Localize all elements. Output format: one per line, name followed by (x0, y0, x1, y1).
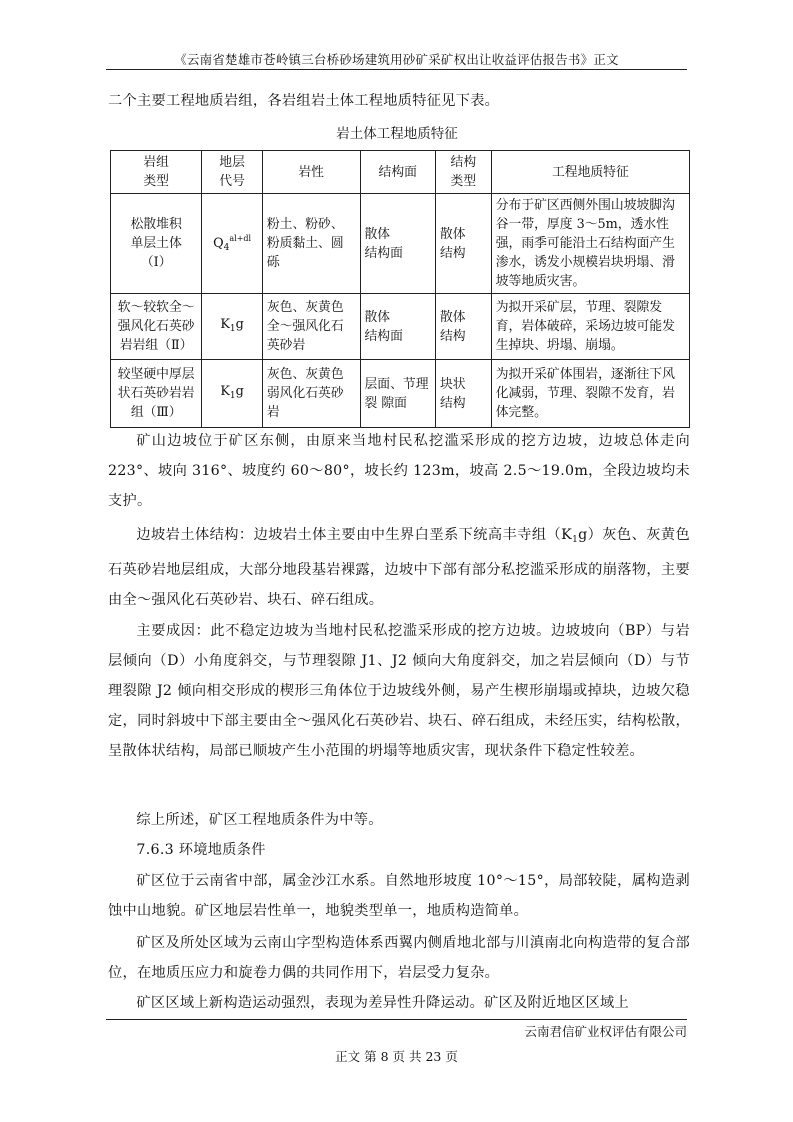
footer-divider (106, 1019, 687, 1020)
header-cell: 结构面 (360, 151, 435, 194)
code-main: K (220, 316, 230, 332)
strata-code-cell (202, 360, 262, 428)
features-cell: 为拟开采矿层，节理、裂隙发育，岩体破碎，采场边坡可能发生掉块、坍塌、崩塌。 (491, 294, 689, 360)
group-cell: 较坚硬中厚层状石英砂岩岩组（Ⅲ） (111, 360, 202, 428)
features-cell: 为拟开采矿体围岩，逐渐往下风化减弱，节理、裂隙不发育，岩体完整。 (491, 360, 689, 428)
header-cell: 工程地质特征 (491, 151, 689, 194)
page-number: 正文 第 8 页 共 23 页 (335, 1049, 458, 1064)
strata-code-cell (202, 294, 262, 360)
structure-text-b: g）灰色、灰黄色石英砂岩地层组成，大部分地段基岩裸露，边坡中下部有部分私挖滥采形成的崩落物，主要由全～强风化石英砂岩、块石、碎石组成。 (108, 527, 691, 608)
cause-paragraph: 主要成因：此不稳定边坡为当地村民私挖滥采形成的挖方边坡。边坡坡向（BP）与岩层倾向（D）小角度斜交，与节理裂隙 J1、J2 倾向大角度斜交，加之岩层倾向（D）与节理裂隙 J2 倾向相交形成的楔形三角体位于边坡线外侧，易产生楔形崩塌或掉块，边坡欠稳定，同时斜坡中下部主要由全～强风化石英砂岩、块石、碎石组成，未经压实，结构松散，呈散体状结构，局部已顺坡产生小范围的坍塌等地质灾害，现状条件下稳定性较差。 (108, 623, 690, 759)
code-sup: al+dl (229, 234, 252, 243)
header-cell: 岩组 类型 (111, 151, 202, 194)
conclusion-paragraph: 综上所述，矿区工程地质条件为中等。 (136, 812, 383, 828)
table-row (111, 194, 690, 294)
code-sub: 1 (229, 390, 236, 401)
structure-type-cell: 块状 结构 (435, 360, 491, 428)
structure-text-a: 边坡岩土体结构：边坡岩土体主要由中生界白垩系下统高丰寺组（K (136, 527, 573, 543)
environment-paragraph: 矿区位于云南省中部，属金沙江水系。自然地形坡度 10°～15°，局部较陡，属构造剥蚀中山地貌。矿区地层岩性单一，地貌类型单一，地质构造简单。 (108, 873, 690, 919)
table-caption: 岩土体工程地质特征 (336, 126, 458, 142)
structure-plane-cell: 层面、节理 裂 隙面 (360, 360, 435, 428)
structure-plane-cell: 散体 结构面 (360, 194, 435, 294)
structure-text-sub: 1 (572, 535, 579, 545)
group-cell: 软～较软全～强风化石英砂岩岩组（Ⅱ） (111, 294, 202, 360)
slope-paragraph: 矿山边坡位于矿区东侧，由原来当地村民私挖滥采形成的挖方边坡，边坡总体走向 223°、坡向 316°、坡度约 60～80°，坡长约 123m，坡高 2.5～19.0m，全段边坡均未支护。 (108, 433, 690, 509)
slope-structure-paragraph (108, 520, 690, 615)
header-cell: 结构 类型 (435, 151, 491, 194)
running-header: 《云南省楚雄市苍岭镇三台桥砂场建筑用砂矿采矿权出让收益评估报告书》正文 (174, 52, 619, 67)
intro-paragraph: 二个主要工程地质岩组，各岩组岩土体工程地质特征见下表。 (108, 93, 500, 109)
structure-type-cell: 散体 结构 (435, 294, 491, 360)
features-cell: 分布于矿区西侧外围山坡坡脚沟谷一带，厚度 3～5m，透水性强，雨季可能沿土石结构面产生渗水，诱发小规模岩块坍塌、滑坡等地质灾害。 (491, 194, 689, 294)
code-tail: g (235, 316, 244, 332)
lithology-cell: 灰色、灰黄色弱风化石英砂岩 (262, 360, 360, 428)
tectonic-paragraph: 矿区及所处区域为云南山字型构造体系西翼内侧盾地北部与川滇南北向构造带的复合部位，在地质压应力和旋卷力偶的共同作用下，岩层受力复杂。 (108, 935, 690, 981)
geology-table (110, 150, 690, 428)
table-header-row (111, 151, 690, 194)
code-main: K (220, 383, 230, 399)
strata-code-cell (202, 194, 262, 294)
structure-plane-cell: 散体 结构面 (360, 294, 435, 360)
table-row (111, 360, 690, 428)
lithology-cell: 粉土、粉砂、粉质黏土、圆砾 (262, 194, 360, 294)
neotectonic-paragraph: 矿区区域上新构造运动强烈，表现为差异性升降运动。矿区及附近地区区域上 (136, 995, 629, 1011)
group-cell: 松散堆积 单层土体 （Ⅰ） (111, 194, 202, 294)
header-divider (106, 69, 687, 70)
code-tail: g (235, 383, 244, 399)
code-sub: 1 (229, 323, 236, 334)
company-name: 云南君信矿业权评估有限公司 (524, 1024, 687, 1039)
header-cell: 地层 代号 (202, 151, 262, 194)
structure-type-cell: 散体 结构 (435, 194, 491, 294)
code-sub: 4 (223, 243, 230, 253)
section-heading: 7.6.3 环境地质条件 (136, 842, 266, 858)
header-cell: 岩性 (262, 151, 360, 194)
lithology-cell: 灰色、灰黄色全～强风化石英砂岩 (262, 294, 360, 360)
table-row (111, 294, 690, 360)
code-main: Q (213, 236, 224, 251)
